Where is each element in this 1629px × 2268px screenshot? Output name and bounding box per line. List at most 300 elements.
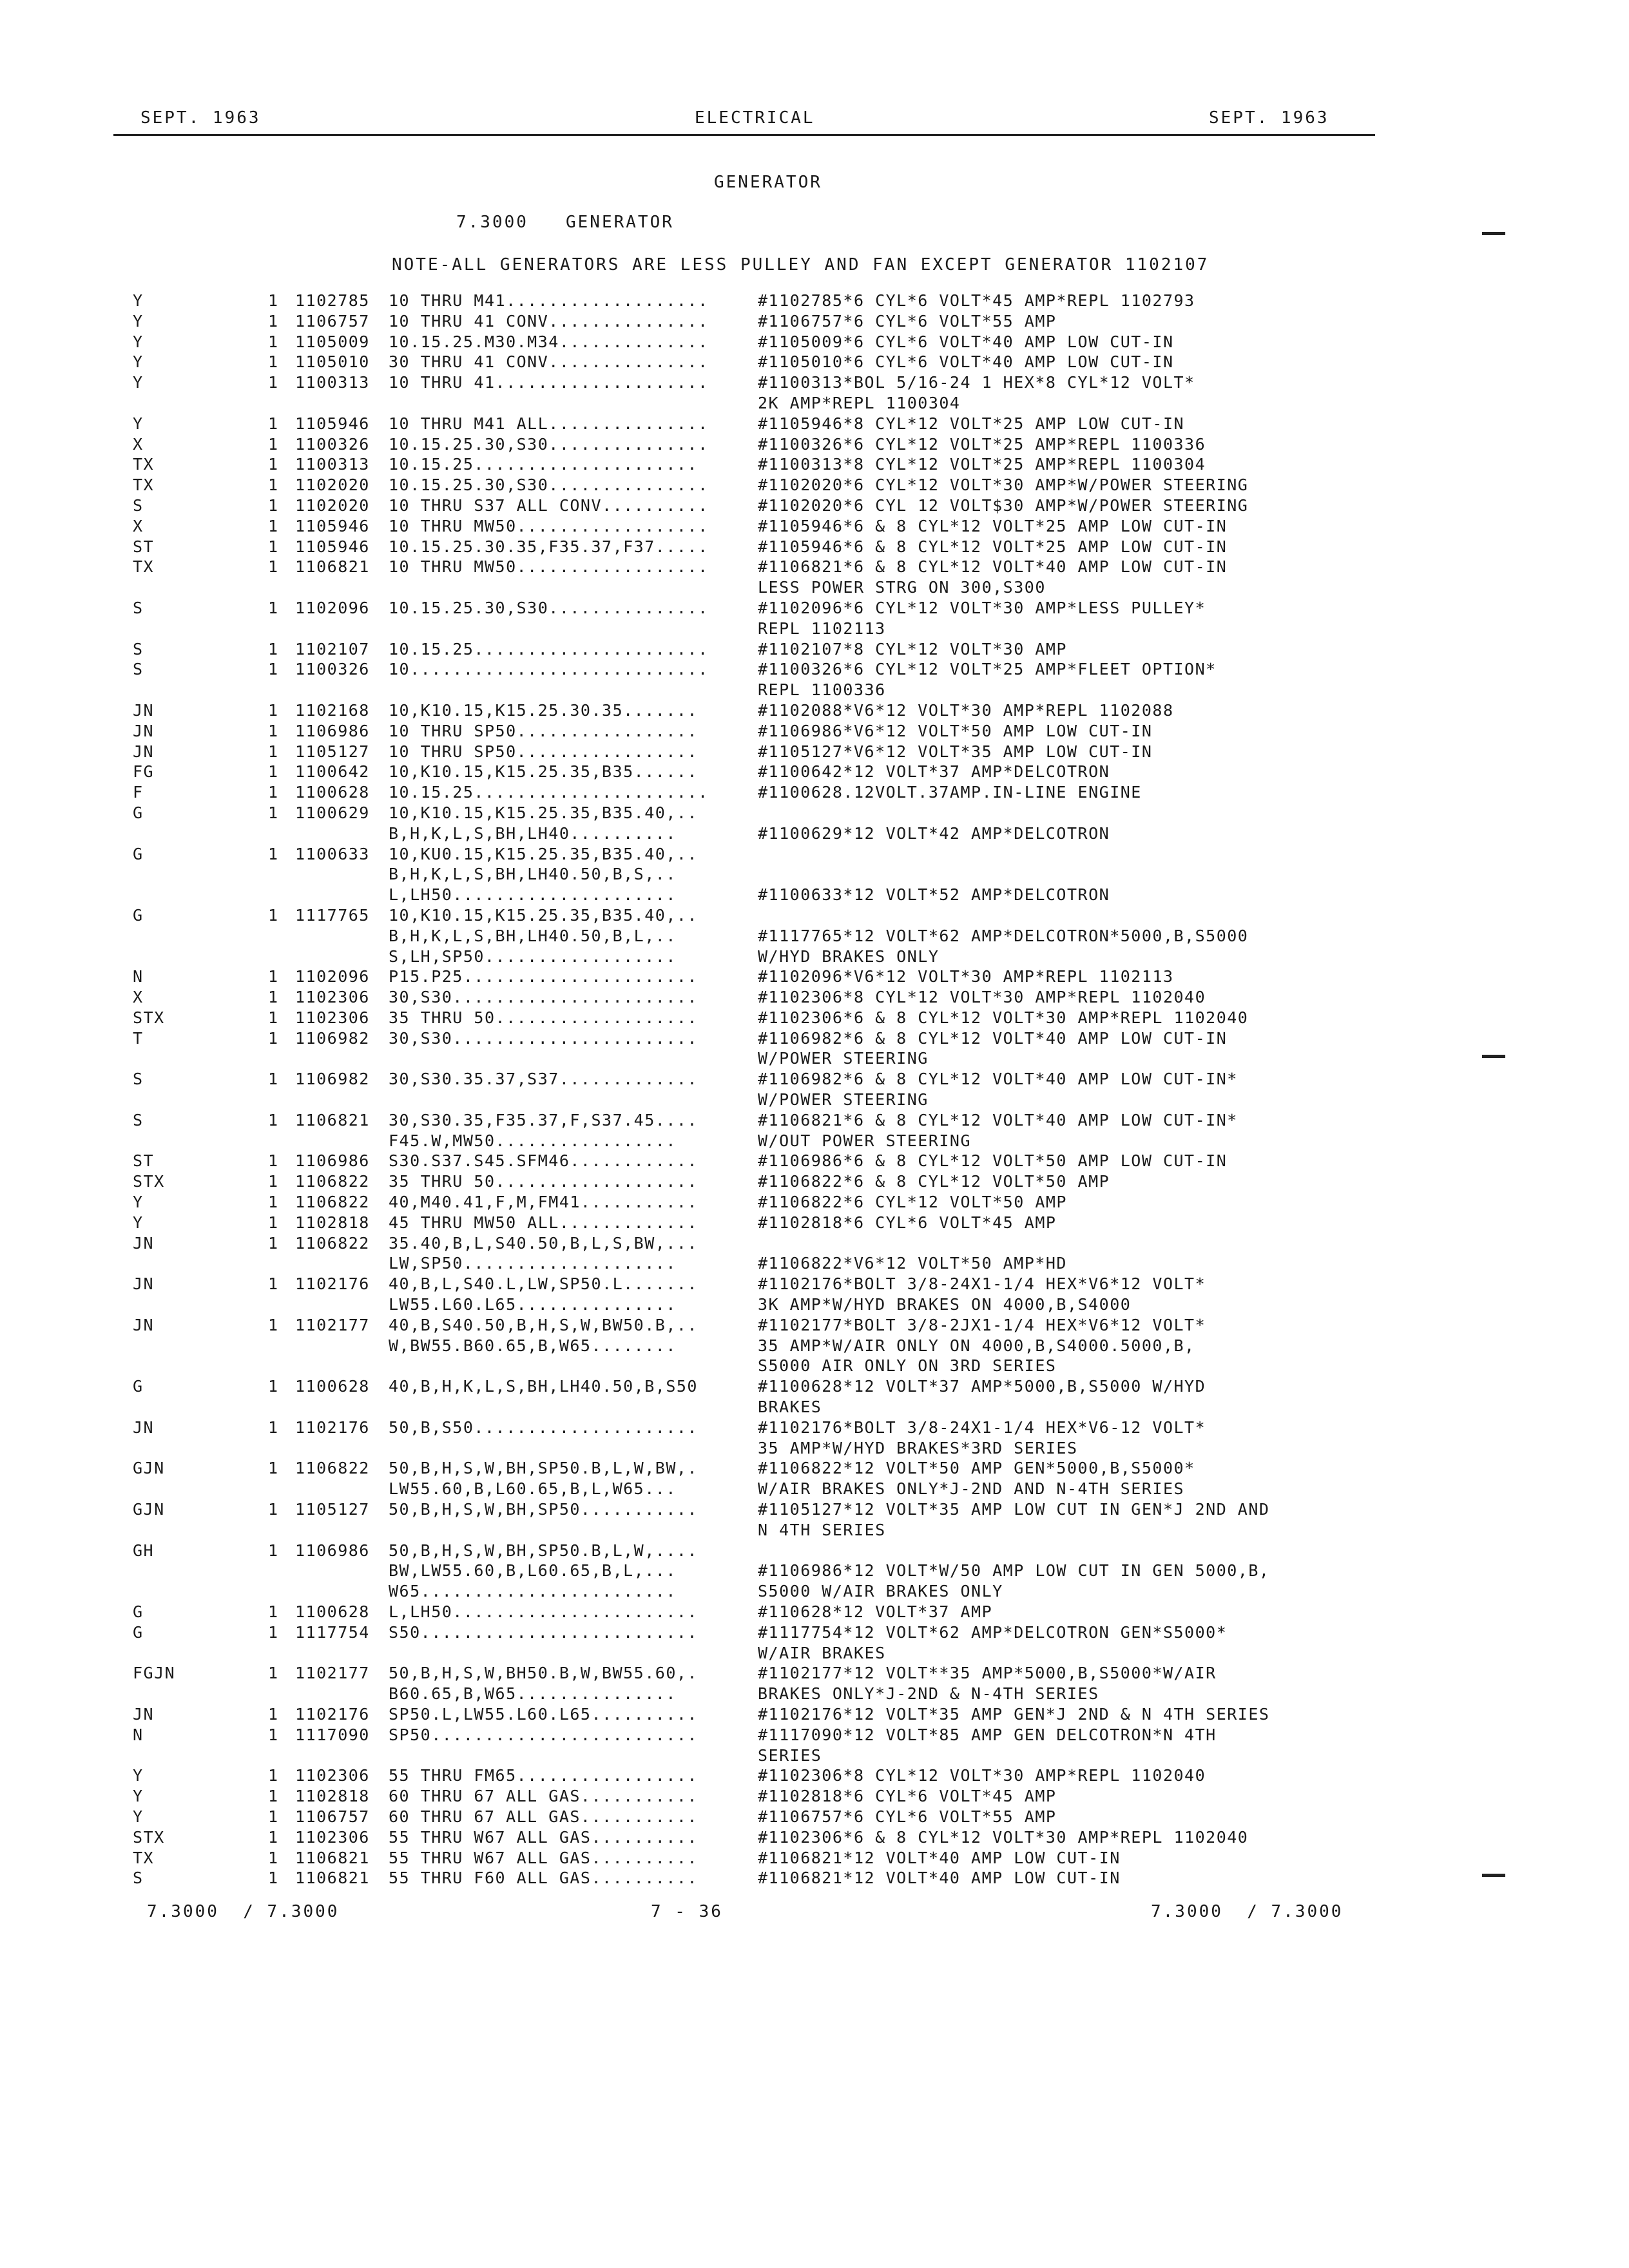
list-item — [0, 1172, 1629, 1193]
model-code: TX — [133, 455, 155, 474]
model-code: TX — [133, 1848, 155, 1867]
part-number: 1117765 — [295, 905, 370, 925]
margin-mark — [1482, 232, 1505, 235]
quantity: 1 — [268, 700, 279, 720]
model-code: G — [133, 803, 144, 822]
model-code: ST — [133, 537, 155, 556]
application: 50,B,H,S,W,BH,SP50........... — [389, 1500, 698, 1519]
list-item — [0, 988, 1629, 1008]
quantity: 1 — [268, 1377, 279, 1396]
description: #1105127*12 VOLT*35 AMP LOW CUT IN GEN*J 2ND AND — [758, 1500, 1270, 1519]
model-code: TX — [133, 557, 155, 577]
description: BRAKES — [758, 1398, 822, 1417]
description: 2K AMP*REPL 1100304 — [758, 393, 961, 412]
application: W65........................ — [389, 1582, 677, 1601]
description: 35 AMP*W/AIR ONLY ON 4000,B,S4000.5000,B, — [758, 1336, 1195, 1355]
application: 60 THRU 67 ALL GAS........... — [389, 1787, 698, 1806]
application: LW55.L60.L65............... — [389, 1295, 677, 1314]
quantity: 1 — [268, 1172, 279, 1191]
description: #1102176*BOLT 3/8-24X1-1/4 HEX*V6-12 VOLT* — [758, 1418, 1206, 1437]
list-item — [0, 722, 1629, 742]
model-code: JN — [133, 1418, 155, 1437]
application: 40,B,L,S40.L,LW,SP50.L....... — [389, 1274, 698, 1294]
part-number: 1102096 — [295, 967, 370, 986]
application: 10,K10.15,K15.25.35,B35.40,.. — [389, 905, 698, 925]
description: #1102306*8 CYL*12 VOLT*30 AMP*REPL 1102040 — [758, 988, 1206, 1007]
quantity: 1 — [268, 516, 279, 535]
description: #1106821*12 VOLT*40 AMP LOW CUT-IN — [758, 1869, 1121, 1888]
quantity: 1 — [268, 1704, 279, 1724]
list-item — [0, 373, 1629, 394]
list-item — [0, 803, 1629, 824]
list-item — [0, 742, 1629, 763]
model-code: GJN — [133, 1500, 165, 1519]
model-code: FGJN — [133, 1664, 176, 1683]
application: W,BW55.B60.65,B,W65........ — [389, 1336, 677, 1355]
model-code: S — [133, 598, 144, 617]
application: 10,K10.15,K15.25.30.35....... — [389, 700, 698, 720]
description: #1100326*6 CYL*12 VOLT*25 AMP*REPL 1100336 — [758, 434, 1206, 454]
application: 30 THRU 41 CONV............... — [389, 352, 709, 372]
description: REPL 1100336 — [758, 680, 886, 700]
description: #1102306*6 & 8 CYL*12 VOLT*30 AMP*REPL 1102040 — [758, 1827, 1249, 1847]
part-number: 1100633 — [295, 844, 370, 863]
model-code: Y — [133, 1766, 144, 1785]
list-item — [0, 845, 1629, 865]
list-item — [0, 1684, 1629, 1705]
application: LW55.60,B,L60.65,B,L,W65... — [389, 1479, 677, 1499]
list-item — [0, 865, 1629, 885]
application: 10.15.25.30.35,F35.37,F37..... — [389, 537, 709, 556]
list-item — [0, 599, 1629, 619]
quantity: 1 — [268, 1070, 279, 1089]
model-code: JN — [133, 1315, 155, 1334]
description: N 4TH SERIES — [758, 1520, 886, 1539]
part-number: 1102020 — [295, 495, 370, 515]
quantity: 1 — [268, 352, 279, 372]
description: #1102020*6 CYL 12 VOLT$30 AMP*W/POWER STEERING — [758, 495, 1249, 515]
quantity: 1 — [268, 803, 279, 822]
application: 35 THRU 50................... — [389, 1172, 698, 1191]
quantity: 1 — [268, 291, 279, 310]
application: 30,S30....................... — [389, 1028, 698, 1048]
quantity: 1 — [268, 311, 279, 331]
model-code: S — [133, 660, 144, 679]
quantity: 1 — [268, 495, 279, 515]
description: #1102306*8 CYL*12 VOLT*30 AMP*REPL 1102040 — [758, 1766, 1206, 1785]
list-item — [0, 1029, 1629, 1050]
part-number: 1106982 — [295, 1028, 370, 1048]
list-item — [0, 1746, 1629, 1767]
application: F45.W,MW50................. — [389, 1131, 677, 1150]
part-number: 1102096 — [295, 598, 370, 617]
quantity: 1 — [268, 1827, 279, 1847]
list-item — [0, 1070, 1629, 1090]
list-item — [0, 1356, 1629, 1377]
quantity: 1 — [268, 476, 279, 495]
list-item — [0, 1623, 1629, 1644]
description: W/POWER STEERING — [758, 1090, 929, 1110]
margin-mark — [1482, 1874, 1505, 1877]
application: LW,SP50.................... — [389, 1254, 677, 1273]
application: 10.15.25.30,S30............... — [389, 434, 709, 454]
description: #1102306*6 & 8 CYL*12 VOLT*30 AMP*REPL 1102040 — [758, 1008, 1249, 1027]
application: 10 THRU S37 ALL CONV.......... — [389, 495, 709, 515]
part-number: 1105009 — [295, 332, 370, 351]
model-code: T — [133, 1028, 144, 1048]
quantity: 1 — [268, 1869, 279, 1888]
list-item — [0, 906, 1629, 927]
list-item — [0, 1336, 1629, 1357]
model-code: STX — [133, 1827, 165, 1847]
description: #1100326*6 CYL*12 VOLT*25 AMP*FLEET OPTION* — [758, 660, 1217, 679]
subsection-number: 7.3000 — [456, 213, 528, 232]
application: 10,K10.15,K15.25.35,B35...... — [389, 762, 698, 782]
quantity: 1 — [268, 1622, 279, 1642]
list-item — [0, 1213, 1629, 1234]
model-code: G — [133, 844, 144, 863]
part-number: 1106821 — [295, 1848, 370, 1867]
quantity: 1 — [268, 1766, 279, 1785]
application: 10.15.25.30,S30............... — [389, 476, 709, 495]
list-item — [0, 640, 1629, 660]
model-code: S — [133, 1869, 144, 1888]
model-code: G — [133, 1377, 144, 1396]
description: #1106757*6 CYL*6 VOLT*55 AMP — [758, 1807, 1057, 1826]
application: 10.15.25...................... — [389, 639, 709, 658]
part-number: 1100326 — [295, 434, 370, 454]
list-item — [0, 1151, 1629, 1172]
model-code: GH — [133, 1541, 155, 1560]
list-item — [0, 1541, 1629, 1562]
model-code: G — [133, 905, 144, 925]
list-item — [0, 885, 1629, 906]
description: #1105010*6 CYL*6 VOLT*40 AMP LOW CUT-IN — [758, 352, 1174, 372]
part-number: 1100628 — [295, 1602, 370, 1621]
list-item — [0, 1561, 1629, 1582]
quantity: 1 — [268, 742, 279, 761]
description: S5000 AIR ONLY ON 3RD SERIES — [758, 1356, 1057, 1376]
quantity: 1 — [268, 762, 279, 782]
list-item — [0, 1766, 1629, 1787]
part-number: 1106986 — [295, 721, 370, 740]
part-number: 1102020 — [295, 476, 370, 495]
application: 10,K10.15,K15.25.35,B35.40,.. — [389, 803, 698, 822]
quantity: 1 — [268, 1725, 279, 1744]
application: B,H,K,L,S,BH,LH40.50,B,S,.. — [389, 865, 677, 884]
part-number: 1106986 — [295, 1151, 370, 1171]
description: #1102176*12 VOLT*35 AMP GEN*J 2ND & N 4TH SERIES — [758, 1704, 1270, 1724]
quantity: 1 — [268, 1233, 279, 1253]
quantity: 1 — [268, 1274, 279, 1294]
application: 50,B,S50..................... — [389, 1418, 698, 1437]
application: SP50......................... — [389, 1725, 698, 1744]
quantity: 1 — [268, 639, 279, 658]
quantity: 1 — [268, 414, 279, 433]
part-number: 1102306 — [295, 1766, 370, 1785]
model-code: STX — [133, 1172, 165, 1191]
quantity: 1 — [268, 373, 279, 392]
description: #1102176*BOLT 3/8-24X1-1/4 HEX*V6*12 VOLT* — [758, 1274, 1206, 1294]
list-item — [0, 1479, 1629, 1500]
description: #1102107*8 CYL*12 VOLT*30 AMP — [758, 639, 1067, 658]
list-item — [0, 762, 1629, 783]
part-number: 1100313 — [295, 373, 370, 392]
description: #1100313*BOL 5/16-24 1 HEX*8 CYL*12 VOLT* — [758, 373, 1195, 392]
description: #1106982*6 & 8 CYL*12 VOLT*40 AMP LOW CUT-IN — [758, 1028, 1228, 1048]
list-item — [0, 537, 1629, 558]
description: #1100313*8 CYL*12 VOLT*25 AMP*REPL 1100304 — [758, 455, 1206, 474]
part-number: 1102818 — [295, 1213, 370, 1232]
description: REPL 1102113 — [758, 619, 886, 638]
description: #1102096*V6*12 VOLT*30 AMP*REPL 1102113 — [758, 967, 1174, 986]
part-number: 1102177 — [295, 1315, 370, 1334]
list-item — [0, 1500, 1629, 1521]
description: #1102818*6 CYL*6 VOLT*45 AMP — [758, 1787, 1057, 1806]
description: #1106986*V6*12 VOLT*50 AMP LOW CUT-IN — [758, 721, 1153, 740]
model-code: G — [133, 1622, 144, 1642]
part-number: 1106822 — [295, 1193, 370, 1212]
description: #1100642*12 VOLT*37 AMP*DELCOTRON — [758, 762, 1110, 782]
model-code: S — [133, 495, 144, 515]
description: W/HYD BRAKES ONLY — [758, 947, 940, 966]
footer-left-ref: 7.3000 / 7.3000 — [147, 1902, 340, 1921]
list-item — [0, 680, 1629, 701]
quantity: 1 — [268, 1459, 279, 1478]
model-code: N — [133, 967, 144, 986]
model-code: Y — [133, 291, 144, 310]
quantity: 1 — [268, 455, 279, 474]
quantity: 1 — [268, 1213, 279, 1232]
quantity: 1 — [268, 1541, 279, 1560]
application: 10,KU0.15,K15.25.35,B35.40,.. — [389, 844, 698, 863]
list-item — [0, 967, 1629, 988]
list-item — [0, 312, 1629, 332]
quantity: 1 — [268, 1787, 279, 1806]
list-item — [0, 1398, 1629, 1418]
header-left-date: SEPT. 1963 — [140, 108, 261, 128]
application: S30.S37.S45.SFM46............ — [389, 1151, 698, 1171]
description: #1100633*12 VOLT*52 AMP*DELCOTRON — [758, 885, 1110, 905]
list-item — [0, 455, 1629, 476]
model-code: STX — [133, 1008, 165, 1027]
description: 3K AMP*W/HYD BRAKES ON 4000,B,S4000 — [758, 1295, 1132, 1314]
part-number: 1102306 — [295, 1008, 370, 1027]
list-item — [0, 1787, 1629, 1807]
part-number: 1100642 — [295, 762, 370, 782]
application: 10 THRU 41.................... — [389, 373, 709, 392]
application: 10.15.25..................... — [389, 455, 698, 474]
description: #1106821*6 & 8 CYL*12 VOLT*40 AMP LOW CUT-IN — [758, 557, 1228, 577]
model-code: Y — [133, 1193, 144, 1212]
part-number: 1106821 — [295, 1869, 370, 1888]
application: B60.65,B,W65............... — [389, 1684, 677, 1704]
model-code: F — [133, 783, 144, 802]
part-number: 1102818 — [295, 1787, 370, 1806]
description: #1102177*12 VOLT**35 AMP*5000,B,S5000*W/AIR — [758, 1664, 1217, 1683]
application: 10............................ — [389, 660, 709, 679]
model-code: FG — [133, 762, 155, 782]
part-number: 1106822 — [295, 1459, 370, 1478]
description: #1102785*6 CYL*6 VOLT*45 AMP*REPL 1102793 — [758, 291, 1195, 310]
part-number: 1106757 — [295, 1807, 370, 1826]
quantity: 1 — [268, 1418, 279, 1437]
model-code: X — [133, 434, 144, 454]
model-code: JN — [133, 1274, 155, 1294]
model-code: Y — [133, 311, 144, 331]
description: W/AIR BRAKES ONLY*J-2ND AND N-4TH SERIES — [758, 1479, 1185, 1499]
quantity: 1 — [268, 988, 279, 1007]
list-item — [0, 1274, 1629, 1295]
description: #1106821*6 & 8 CYL*12 VOLT*40 AMP LOW CUT-IN* — [758, 1110, 1238, 1129]
list-item — [0, 517, 1629, 537]
header-rule — [113, 134, 1375, 136]
quantity: 1 — [268, 434, 279, 454]
application: L,LH50..................... — [389, 885, 677, 905]
quantity: 1 — [268, 1193, 279, 1212]
header-center-section: ELECTRICAL — [695, 108, 815, 128]
application: S,LH,SP50.................. — [389, 947, 677, 966]
list-item — [0, 1049, 1629, 1070]
part-number: 1106821 — [295, 1110, 370, 1129]
description: #1106822*V6*12 VOLT*50 AMP*HD — [758, 1254, 1067, 1273]
description: #1106986*12 VOLT*W/50 AMP LOW CUT IN GEN 5000,B, — [758, 1561, 1270, 1581]
part-number: 1100313 — [295, 455, 370, 474]
description: #1100628*12 VOLT*37 AMP*5000,B,S5000 W/HYD — [758, 1377, 1206, 1396]
list-item — [0, 1254, 1629, 1274]
quantity: 1 — [268, 1008, 279, 1027]
application: 40,M40.41,F,M,FM41........... — [389, 1193, 698, 1212]
description: #1102088*V6*12 VOLT*30 AMP*REPL 1102088 — [758, 700, 1174, 720]
description: W/OUT POWER STEERING — [758, 1131, 972, 1150]
application: S50.......................... — [389, 1622, 698, 1642]
part-number: 1105127 — [295, 1500, 370, 1519]
list-item — [0, 1849, 1629, 1869]
part-number: 1102785 — [295, 291, 370, 310]
quantity: 1 — [268, 967, 279, 986]
part-number: 1105946 — [295, 414, 370, 433]
list-item — [0, 947, 1629, 968]
model-code: GJN — [133, 1459, 165, 1478]
description: #1105009*6 CYL*6 VOLT*40 AMP LOW CUT-IN — [758, 332, 1174, 351]
description: W/POWER STEERING — [758, 1049, 929, 1068]
model-code: Y — [133, 352, 144, 372]
model-code: Y — [133, 332, 144, 351]
part-number: 1102176 — [295, 1274, 370, 1294]
application: 30,S30.35.37,S37............. — [389, 1070, 698, 1089]
footer-right-ref: 7.3000 / 7.3000 — [1151, 1902, 1344, 1921]
list-item — [0, 414, 1629, 435]
footer-page-number: 7 - 36 — [651, 1902, 723, 1921]
list-item — [0, 1439, 1629, 1459]
model-code: JN — [133, 742, 155, 761]
list-item — [0, 1521, 1629, 1541]
part-number: 1106822 — [295, 1172, 370, 1191]
part-number: 1102177 — [295, 1664, 370, 1683]
list-item — [0, 1828, 1629, 1849]
part-number: 1105946 — [295, 516, 370, 535]
list-item — [0, 619, 1629, 640]
description: #1106757*6 CYL*6 VOLT*55 AMP — [758, 311, 1057, 331]
description: #1102177*BOLT 3/8-2JX1-1/4 HEX*V6*12 VOLT* — [758, 1315, 1206, 1334]
application: 10 THRU MW50.................. — [389, 557, 709, 577]
list-item — [0, 352, 1629, 373]
list-item — [0, 394, 1629, 414]
part-number: 1102306 — [295, 988, 370, 1007]
description: 35 AMP*W/HYD BRAKES*3RD SERIES — [758, 1438, 1078, 1457]
description: LESS POWER STRG ON 300,S300 — [758, 578, 1046, 597]
part-number: 1106982 — [295, 1070, 370, 1089]
list-item — [0, 1377, 1629, 1398]
list-item — [0, 1111, 1629, 1131]
quantity: 1 — [268, 1110, 279, 1129]
description: #1105946*6 & 8 CYL*12 VOLT*25 AMP LOW CUT-IN — [758, 516, 1228, 535]
model-code: ST — [133, 1151, 155, 1171]
application: 40,B,H,K,L,S,BH,LH40.50,B,S50 — [389, 1377, 698, 1396]
application: BW,LW55.60,B,L60.65,B,L,... — [389, 1561, 677, 1581]
quantity: 1 — [268, 598, 279, 617]
parts-list — [0, 291, 1629, 1889]
model-code: X — [133, 988, 144, 1007]
section-title: GENERATOR — [714, 173, 822, 192]
application: 45 THRU MW50 ALL............. — [389, 1213, 698, 1232]
list-item — [0, 660, 1629, 680]
description: #1100628.12VOLT.37AMP.IN-LINE ENGINE — [758, 783, 1142, 802]
part-number: 1105010 — [295, 352, 370, 372]
part-number: 1117090 — [295, 1725, 370, 1744]
application: 10 THRU 41 CONV............... — [389, 311, 709, 331]
part-number: 1102168 — [295, 700, 370, 720]
list-item — [0, 1316, 1629, 1336]
application: 10.15.25.M30.M34.............. — [389, 332, 709, 351]
application: 30,S30.35,F35.37,F,S37.45.... — [389, 1110, 698, 1129]
part-number: 1106822 — [295, 1233, 370, 1253]
description: SERIES — [758, 1745, 822, 1765]
application: 30,S30....................... — [389, 988, 698, 1007]
list-item — [0, 1193, 1629, 1213]
application: 50,B,H,S,W,BH,SP50.B,L,W,BW,. — [389, 1459, 698, 1478]
list-item — [0, 435, 1629, 456]
application: 10 THRU SP50................. — [389, 721, 698, 740]
description: #110628*12 VOLT*37 AMP — [758, 1602, 993, 1621]
quantity: 1 — [268, 1315, 279, 1334]
application: 35 THRU 50................... — [389, 1008, 698, 1027]
model-code: JN — [133, 700, 155, 720]
model-code: S — [133, 1110, 144, 1129]
list-item — [0, 824, 1629, 845]
list-item — [0, 1582, 1629, 1602]
list-item — [0, 1090, 1629, 1111]
part-number: 1106986 — [295, 1541, 370, 1560]
quantity: 1 — [268, 537, 279, 556]
description: #1100629*12 VOLT*42 AMP*DELCOTRON — [758, 823, 1110, 843]
application: 55 THRU FM65................. — [389, 1766, 698, 1785]
description: #1106822*12 VOLT*50 AMP GEN*5000,B,S5000* — [758, 1459, 1195, 1478]
model-code: G — [133, 1602, 144, 1621]
list-item — [0, 578, 1629, 599]
list-item — [0, 476, 1629, 496]
application: 10 THRU M41 ALL............... — [389, 414, 709, 433]
list-item — [0, 927, 1629, 947]
model-code: N — [133, 1725, 144, 1744]
application: B,H,K,L,S,BH,LH40.50,B,L,.. — [389, 926, 677, 945]
list-item — [0, 1008, 1629, 1029]
application: 10.15.25...................... — [389, 783, 709, 802]
list-item — [0, 1131, 1629, 1152]
generator-note: NOTE-ALL GENERATORS ARE LESS PULLEY AND FAN EXCEPT GENERATOR 1102107 — [392, 255, 1210, 274]
list-item — [0, 1705, 1629, 1725]
quantity: 1 — [268, 1664, 279, 1683]
